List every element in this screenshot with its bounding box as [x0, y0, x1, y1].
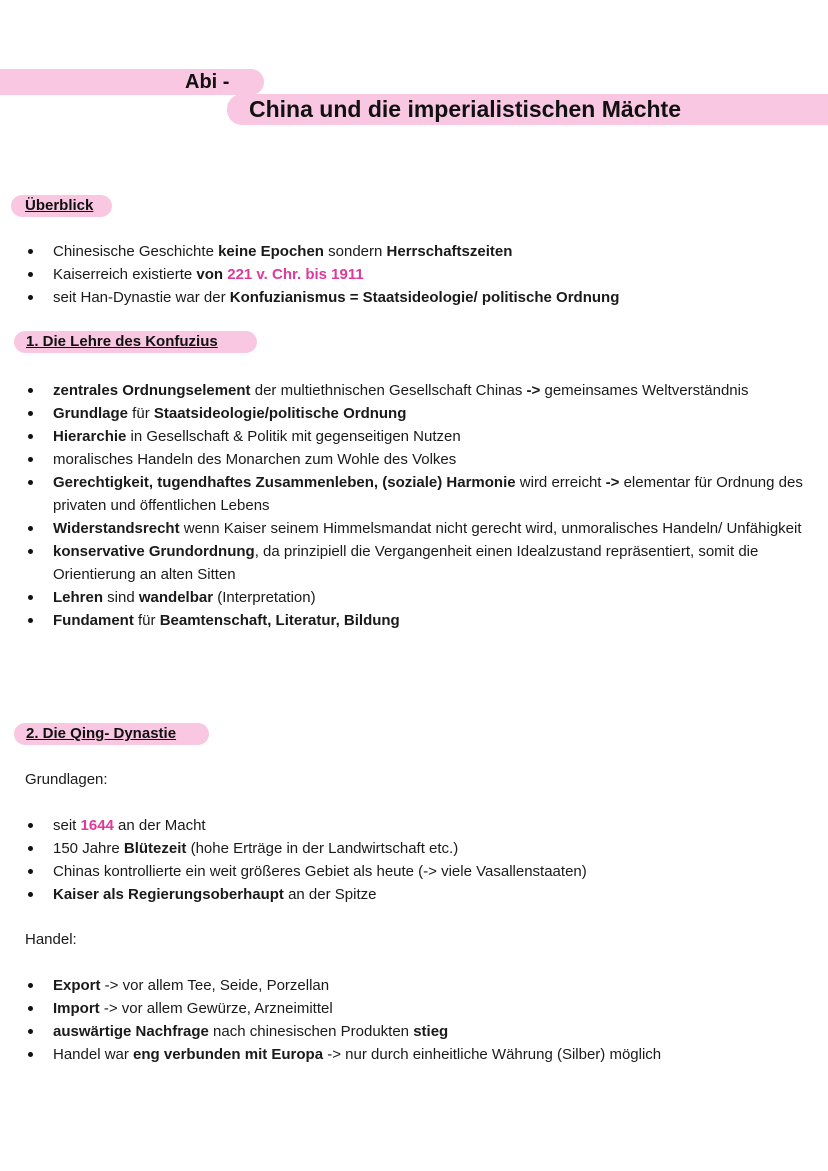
list-item: Hierarchie in Gesellschaft & Politik mit gegenseitigen Nutzen — [25, 425, 815, 448]
list-item: Chinas kontrollierte ein weit größeres Gebiet als heute (-> viele Vasallenstaaten) — [25, 860, 815, 883]
page-title: China und die imperialistischen Mächte — [249, 96, 681, 122]
list-item: 150 Jahre Blütezeit (hohe Erträge in der Landwirtschaft etc.) — [25, 837, 815, 860]
list-item: Grundlage für Staatsideologie/politische Ordnung — [25, 402, 815, 425]
konfuzius-list — [25, 379, 815, 632]
subheading-handel: Handel: — [25, 931, 77, 948]
section-heading-konfuzius: 1. Die Lehre des Konfuzius — [14, 331, 257, 353]
subheading-grundlagen: Grundlagen: — [25, 771, 108, 788]
list-item: seit 1644 an der Macht — [25, 814, 815, 837]
list-item: Chinesische Geschichte keine Epochen sondern Herrschaftszeiten — [25, 240, 815, 263]
list-item: Kaiserreich existierte von 221 v. Chr. bis 1911 — [25, 263, 815, 286]
list-item: auswärtige Nachfrage nach chinesischen Produkten stieg — [25, 1020, 815, 1043]
section-heading-qing: 2. Die Qing- Dynastie — [14, 723, 209, 745]
overview-list — [25, 240, 815, 309]
section-heading-overview: Überblick — [11, 195, 112, 217]
list-item: Import -> vor allem Gewürze, Arzneimittel — [25, 997, 815, 1020]
list-item: moralisches Handeln des Monarchen zum Wohle des Volkes — [25, 448, 815, 471]
list-item: Handel war eng verbunden mit Europa -> nur durch einheitliche Währung (Silber) möglich — [25, 1043, 815, 1066]
list-item: zentrales Ordnungselement der multiethnischen Gesellschaft Chinas -> gemeinsames Weltverständnis — [25, 379, 815, 402]
list-item: Lehren sind wandelbar (Interpretation) — [25, 586, 815, 609]
title-prefix: Abi - — [185, 71, 230, 93]
list-item: Kaiser als Regierungsoberhaupt an der Spitze — [25, 883, 815, 906]
list-item: Fundament für Beamtenschaft, Literatur, Bildung — [25, 609, 815, 632]
list-item: seit Han-Dynastie war der Konfuzianismus = Staatsideologie/ politische Ordnung — [25, 286, 815, 309]
handel-list — [25, 974, 815, 1066]
list-item: Widerstandsrecht wenn Kaiser seinem Himmelsmandat nicht gerecht wird, unmoralisches Handeln/ Unfähigkeit — [25, 517, 815, 540]
list-item: konservative Grundordnung, da prinzipiell die Vergangenheit einen Idealzustand repräsentiert, somit die Orientierung an alten Sitten — [25, 540, 815, 586]
list-item: Export -> vor allem Tee, Seide, Porzellan — [25, 974, 815, 997]
grundlagen-list — [25, 814, 815, 906]
list-item: Gerechtigkeit, tugendhaftes Zusammenleben, (soziale) Harmonie wird erreicht -> elementar für Ordnung des privaten und öffentlichen Lebens — [25, 471, 815, 517]
